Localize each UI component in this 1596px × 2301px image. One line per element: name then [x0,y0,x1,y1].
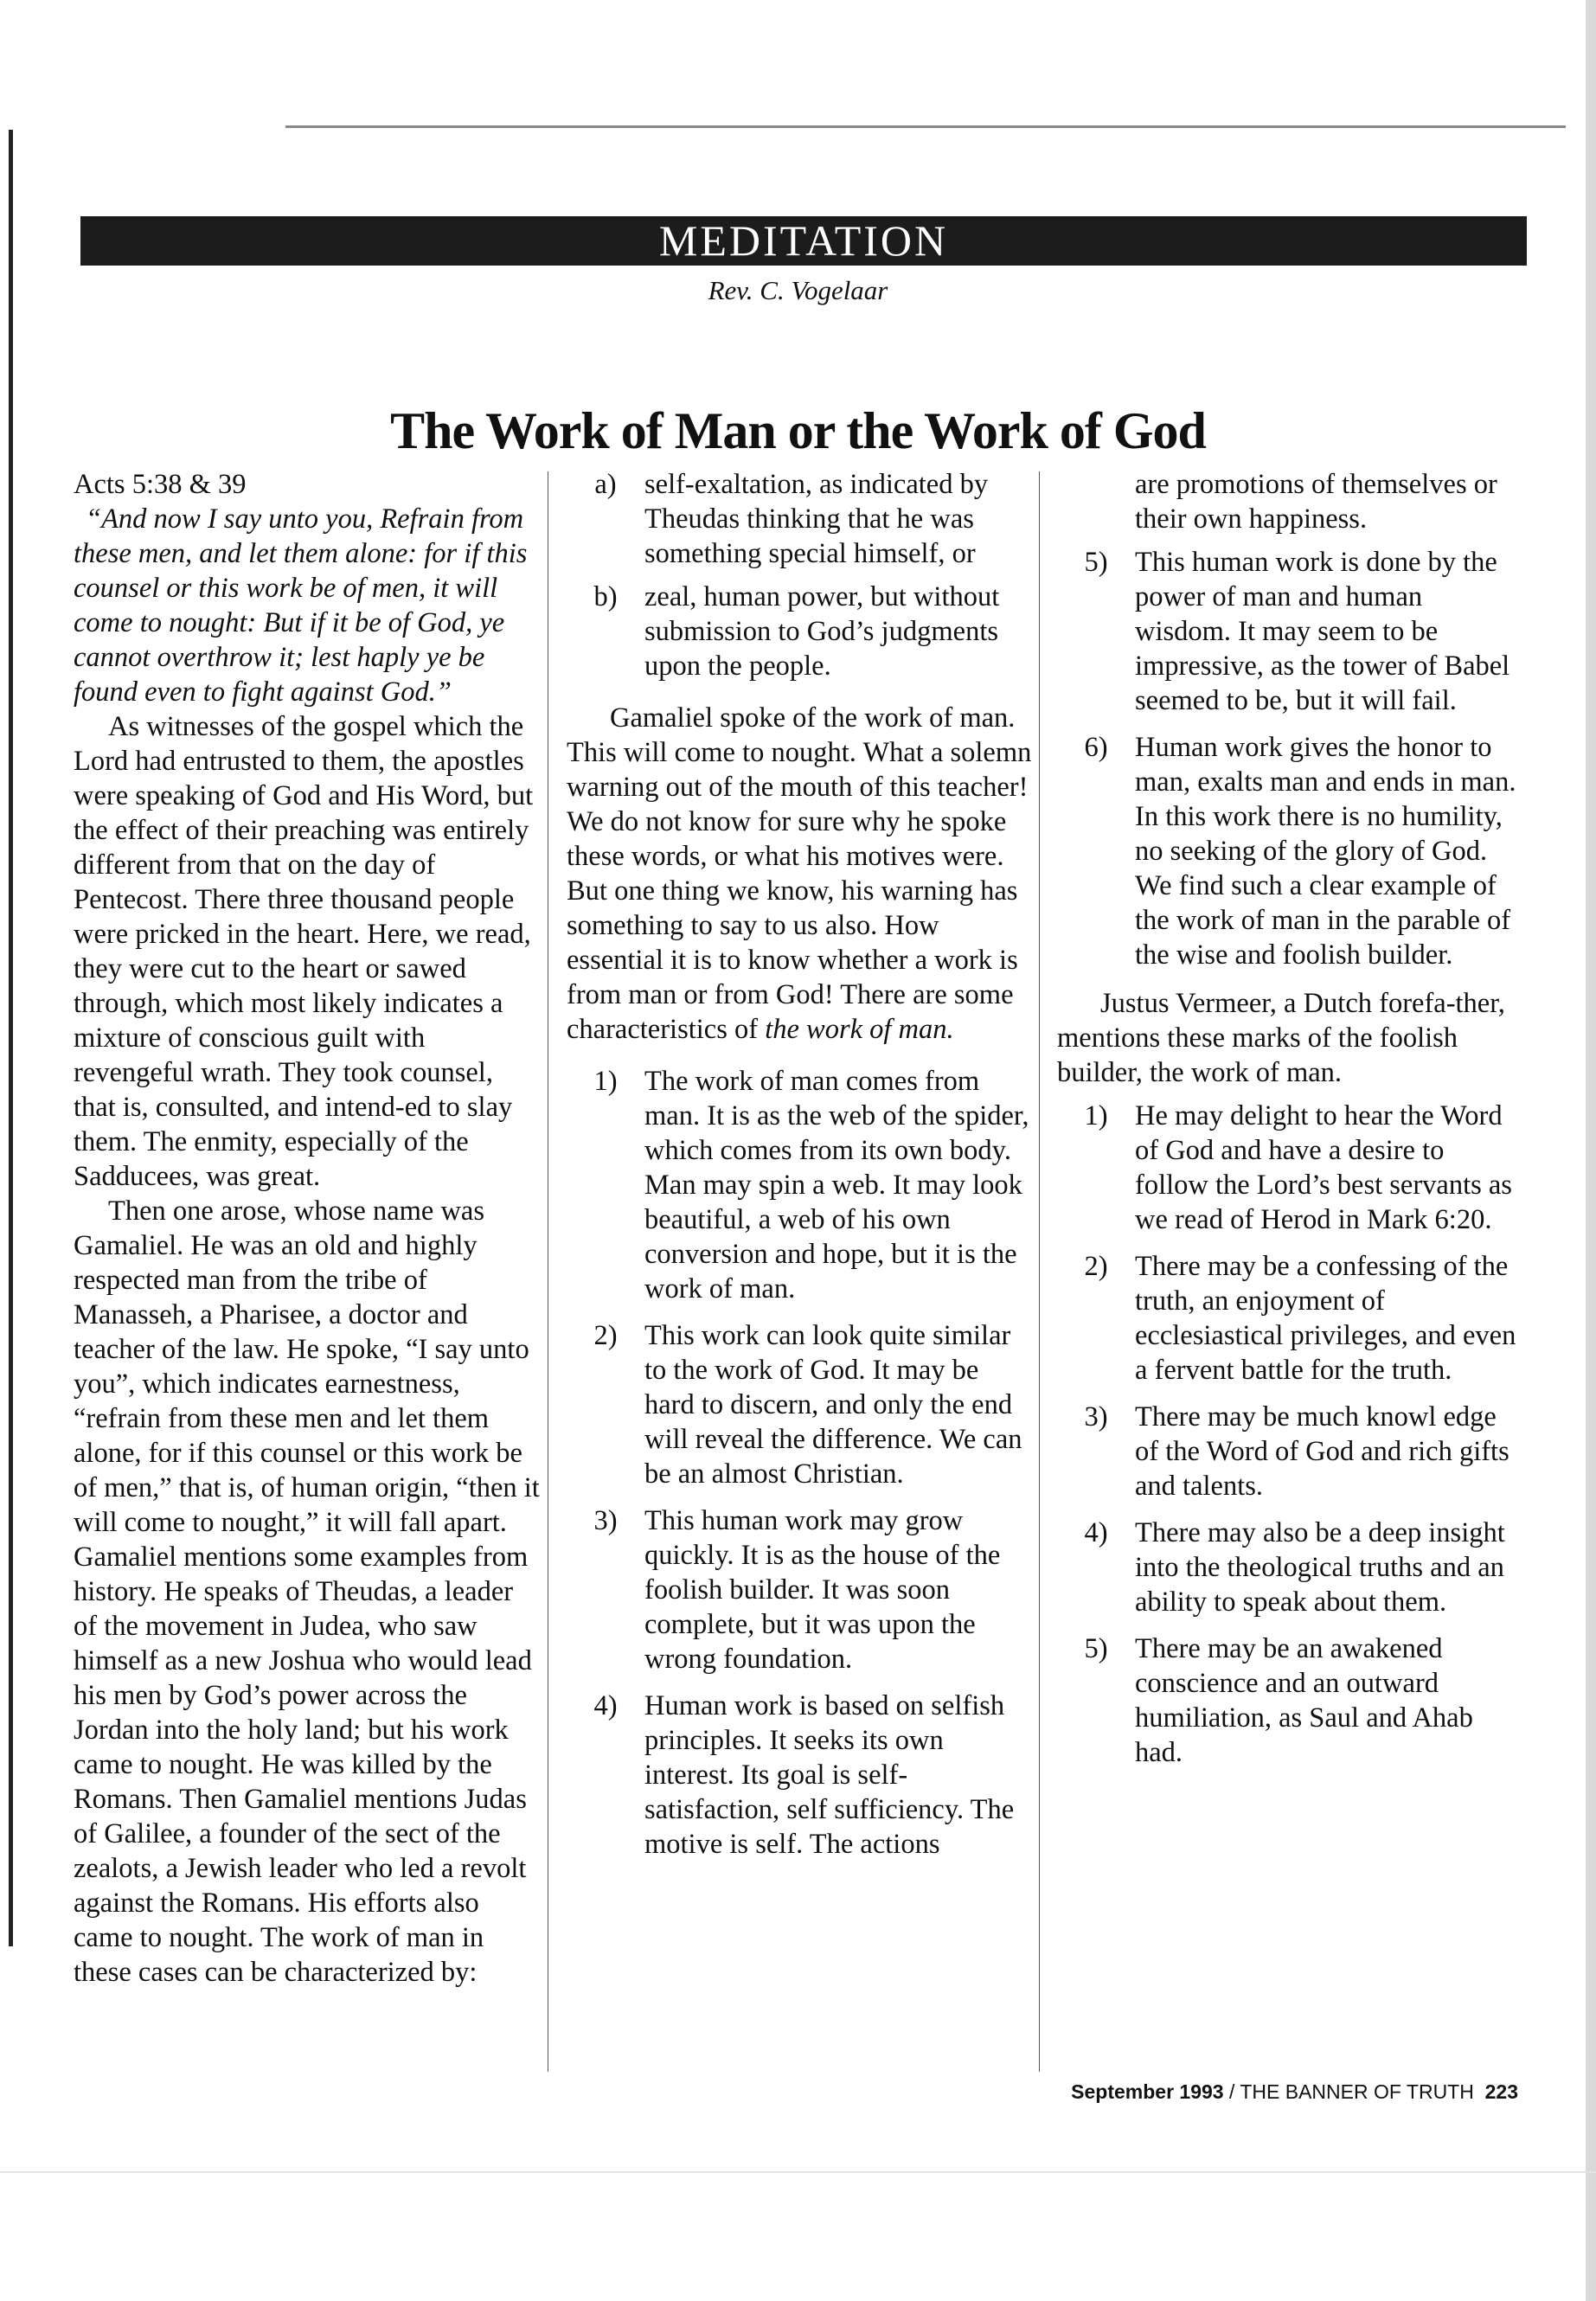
list-item [1057,730,1520,972]
list-item [1057,545,1520,718]
paragraph: Then one arose, whose name was Gamaliel. He was an old and highly respected man from the tribe of Manasseh, a Pharisee, a doctor and teacher of the law. He spoke, “I say unto you”, which indicates earnestness, “refrain from these men and let them alone, for if this counsel or this work be of men,” that is, of human origin, “then it will come to nought,” it will fall apart. Gamaliel mentions some examples from history. He speaks of Theudas, a leader of the movement in Judea, who saw himself as a new Joshua who would lead his men by God’s power across the Jordan into the holy land; but his work came to nought. He was killed by the Romans. Then Gamaliel mentions Judas of Galilee, a founder of the sect of the zealots, a Jewish leader who led a revolt against the Romans. His efforts also came to nought. The work of man in these cases can be characterized by: [74,1195,540,1988]
list-item-continued [1057,467,1520,536]
list-marker: 2) [593,1320,618,1351]
list-item [567,580,1034,683]
column-divider [1039,471,1040,2072]
list-marker: 1) [1084,1100,1108,1131]
list-text: There may also be a deep insight into the theological truths and an ability to speak about them. [1135,1517,1505,1618]
list-text: are promotions of themselves or their own happiness. [1135,469,1497,535]
list-text: Human work gives the honor to man, exalts man and ends in man. In this work there is no humility, no seeking of the glory of God. We find such a clear example of the work of man in the parable of the wise and foolish builder. [1135,732,1516,971]
paragraph-emphasis: the work of man. [765,1014,954,1045]
list-text: self-exaltation, as indicated by Theudas thinking that he was something special himself, or [644,469,989,569]
list-item [567,467,1034,571]
column-1 [74,467,541,1990]
column-3 [1057,467,1520,1779]
paragraph [567,701,1034,1047]
list-marker: 4) [1084,1517,1108,1548]
list-item [567,1503,1034,1676]
list-marker: b) [593,581,618,612]
column-2 [567,467,1034,1870]
list-text: He may delight to hear the Word of God and have a desire to follow the Lord’s best servants as we read of Herod in Mark 6:20. [1135,1100,1512,1235]
page-number: 223 [1484,2080,1518,2103]
list-marker: a) [594,469,617,500]
section-banner: MEDITATION [80,216,1527,266]
list-text: zeal, human power, but without submission to God’s judgments upon the people. [644,581,1000,682]
scripture-reference: Acts 5:38 & 39 [74,469,247,500]
list-item [567,1318,1034,1491]
paragraph: As witnesses of the gospel which the Lord had entrusted to them, the apostles were speaking of God and His Word, but the effect of their preaching was entirely different from that on the day of Pentecost. There three thousand people were pricked in the heart. Here, we read, they were cut to the heart or sawed through, which most likely indicates a mixture of conscious guilt with revengeful wrath. They took counsel, that is, consulted, and intend-ed to slay them. The enmity, especially of the Sadducees, was great. [74,711,534,1192]
scripture-quote: “And now I say unto you, Refrain from these men, and let them alone: for if this counsel or this work be of men, it will come to nought: But if it be of God, ye cannot overthrow it; lest haply ye be found even to fight against God.” [74,503,528,708]
list-text: This work can look quite similar to the work of God. It may be hard to discern, and only the end will reveal the difference. We can be an almost Christian. [644,1320,1022,1490]
author-byline: Rev. C. Vogelaar [708,275,888,305]
list-marker: 1) [593,1066,618,1097]
list-marker: 4) [593,1690,618,1721]
list-text: There may be much knowl edge of the Word of God and rich gifts and talents. [1135,1401,1509,1502]
list-text: This human work may grow quickly. It is as the house of the foolish builder. It was soon complete, but it was upon the wrong foundation. [644,1505,1001,1675]
paragraph-text: Gamaliel spoke of the work of man. This will come to nought. What a solemn warning out of the mouth of this teacher! We do not know for sure why he spoke these words, or what his motives were. But one thing we know, his warning has something to say to us also. How essential it is to know whether a work is from man or from God! There are some characteristics of [567,702,1032,1045]
article-title: The Work of Man or the Work of God [390,402,1206,459]
list-marker: 6) [1084,732,1108,763]
list-marker: 3) [593,1505,618,1536]
list-item [1057,1631,1520,1770]
list-text: This human work is done by the power of man and human wisdom. It may seem to be impressive, as the tower of Babel seemed to be, but it will fail. [1135,547,1510,716]
list-item [567,1064,1034,1306]
list-text: There may be a confessing of the truth, an enjoyment of ecclesiastical privileges, and even a fervent battle for the truth. [1135,1251,1516,1386]
list-item [1057,1516,1520,1619]
list-text: The work of man comes from man. It is as the web of the spider, which comes from its own body. Man may spin a web. It may look beautiful, a web of his own conversion and hope, but it is the work of man. [644,1066,1029,1304]
scan-artifact-line [285,125,1566,128]
publication-name: / THE BANNER OF TRUTH [1223,2080,1474,2103]
list-marker: 5) [1084,547,1108,578]
list-marker: 3) [1084,1401,1108,1433]
scan-edge-bottom [0,2171,1596,2173]
list-marker: 5) [1084,1633,1108,1664]
list-item [1057,1249,1520,1388]
paragraph: Justus Vermeer, a Dutch forefa-ther, mentions these marks of the foolish builder, the work of man. [1057,988,1505,1088]
issue-date: September 1993 [1071,2080,1224,2103]
list-item [1057,1099,1520,1237]
page-footer [1071,2080,1518,2104]
list-item [567,1689,1034,1862]
list-text: There may be an awakened conscience and an outward humiliation, as Saul and Ahab had. [1135,1633,1473,1768]
scan-edge-right [1586,0,1596,2301]
list-item [1057,1400,1520,1503]
list-text: Human work is based on selfish principles. It seeks its own interest. Its goal is self-satisfaction, self sufficiency. The motive is self. The actions [644,1690,1015,1860]
list-marker: 2) [1084,1251,1108,1282]
